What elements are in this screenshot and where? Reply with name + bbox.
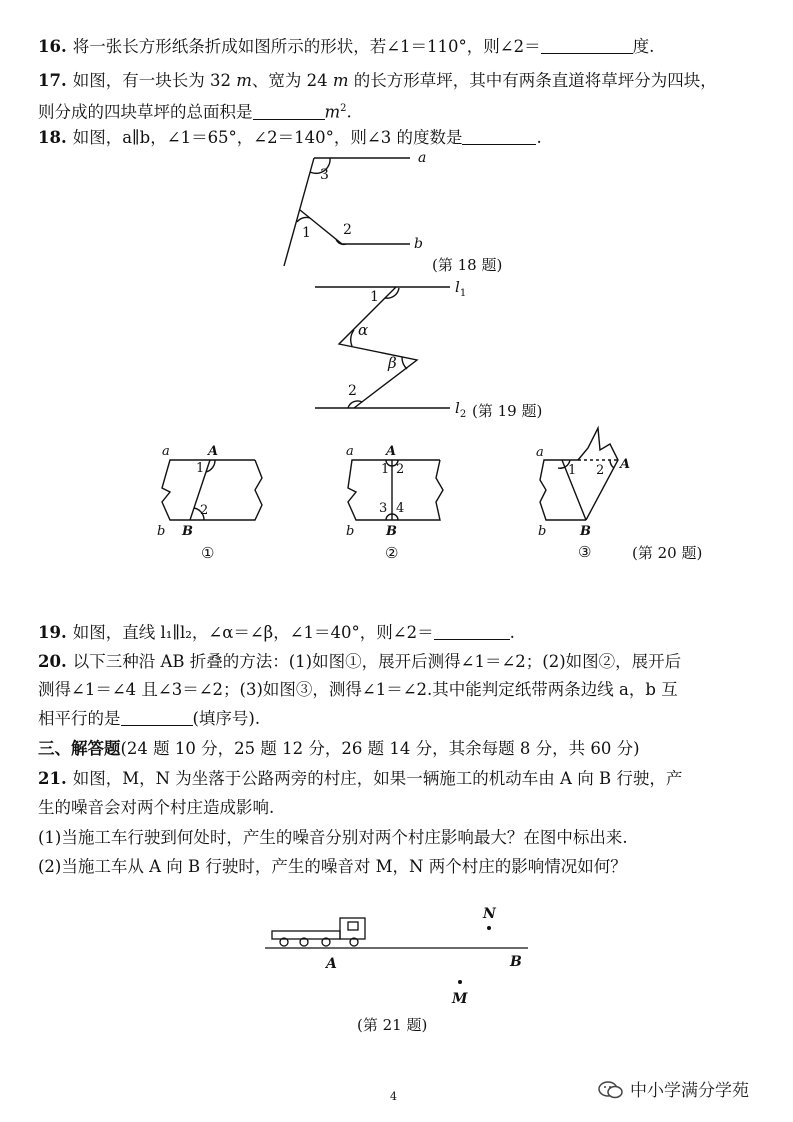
question-text: 相平行的是 — [38, 709, 121, 728]
angle-2-label: 2 — [343, 222, 352, 238]
watermark-text: 中小学满分学苑 — [630, 1081, 749, 1101]
question-17-line2 — [38, 98, 758, 124]
question-21 — [38, 768, 758, 790]
label-A: A — [620, 457, 631, 472]
label-a: a — [418, 150, 427, 166]
question-text-end: (填序号). — [192, 709, 261, 728]
figure-18-caption: (第 18 题) — [432, 256, 503, 274]
question-number: 16. — [38, 37, 67, 56]
paper-strip-left — [540, 460, 586, 520]
watermark — [598, 1076, 749, 1101]
village-N-point — [487, 926, 491, 930]
figure-20-3 — [530, 420, 640, 565]
angle-1-label: 1 — [196, 461, 205, 476]
figure-20-1 — [150, 440, 270, 565]
answer-blank — [462, 128, 536, 145]
page-number: 4 — [390, 1090, 397, 1103]
section-detail: (24 题 10 分，25 题 12 分，26 题 14 分，其余每题 8 分，共 60 分) — [120, 739, 640, 758]
question-20-line2: 测得∠1＝∠4 且∠3＝∠2；(3)如图③，测得∠1＝∠2.其中能判定纸带两条边线 a，b 互 — [38, 680, 678, 699]
transversal — [284, 158, 314, 266]
sub-figure-2-label: ② — [385, 544, 399, 562]
label-A: A — [208, 444, 219, 459]
label-B: B — [510, 954, 522, 970]
question-number: 21. — [38, 769, 67, 788]
figure-20-2 — [340, 440, 460, 565]
alpha-label: α — [358, 321, 369, 339]
unit: m — [324, 102, 341, 122]
label-l1: $l_1$ — [455, 278, 467, 299]
question-21-part1: (1)当施工车行驶到何处时，产生的噪音分别对两个村庄影响最大？在图中标出来. — [38, 828, 628, 847]
label-a: a — [162, 444, 170, 459]
angle-1-label: 1 — [568, 463, 577, 478]
truck-icon — [272, 918, 365, 946]
figure-21-caption: (第 21 题) — [357, 1016, 428, 1034]
label-b: b — [538, 524, 547, 539]
figure-20-caption: (第 20 题) — [632, 544, 703, 562]
question-text: 如图，直线 l₁∥l₂，∠α＝∠β，∠1＝40°，则∠2＝ — [72, 623, 434, 642]
angle-4-label: 4 — [396, 501, 405, 516]
question-number: 17. — [38, 71, 67, 90]
figure-18 — [270, 148, 440, 273]
question-text: 如图，a∥b，∠1＝65°，∠2＝140°，则∠3 的度数是 — [72, 128, 463, 147]
label-A: A — [326, 956, 337, 972]
question-21-line2: 生的噪音会对两个村庄造成影响. — [38, 798, 275, 817]
question-18 — [38, 127, 758, 149]
question-20 — [38, 651, 758, 673]
beta-label: β — [388, 354, 397, 372]
answer-blank — [541, 37, 633, 54]
question-text-end: . — [346, 102, 352, 122]
angle-1-label: 1 — [381, 462, 390, 477]
question-number: 19. — [38, 623, 67, 642]
answer-blank — [253, 103, 325, 120]
label-B: B — [386, 524, 397, 539]
angle-3-label: 3 — [379, 501, 388, 516]
angle-2-label: 2 — [396, 462, 405, 477]
angle-1-label: 1 — [302, 225, 311, 241]
question-text: 则分成的四块草坪的总面积是 — [38, 102, 253, 122]
sub-figure-1-label: ① — [201, 544, 215, 562]
label-M: M — [452, 991, 468, 1007]
question-text: 以下三种沿 AB 折叠的方法：(1)如图①，展开后测得∠1＝∠2；(2)如图②，展开后 — [72, 652, 682, 671]
unit: m — [236, 71, 252, 90]
question-16 — [38, 36, 758, 58]
angle2-arc — [610, 460, 614, 468]
angle-2-label: 2 — [348, 383, 357, 399]
label-a: a — [346, 444, 354, 459]
label-b: b — [157, 524, 166, 539]
label-a: a — [536, 445, 544, 460]
label-B: B — [182, 524, 193, 539]
question-text-end: . — [509, 623, 515, 642]
figure-21 — [260, 900, 535, 1012]
label-N: N — [483, 906, 496, 922]
label-l2: $l_2$ — [455, 399, 467, 420]
label-b: b — [414, 236, 423, 252]
question-20-line3 — [38, 708, 758, 730]
question-text: 将一张长方形纸条折成如图所示的形状，若∠1＝110°，则∠2＝ — [72, 37, 541, 56]
question-21-part2: (2)当施工车从 A 向 B 行驶时，产生的噪音对 M，N 两个村庄的影响情况如何？ — [38, 857, 627, 876]
question-text: 、宽为 24 — [251, 71, 333, 90]
angle-2-label: 2 — [596, 463, 605, 478]
label-A: A — [386, 444, 397, 459]
unit: m — [332, 71, 349, 90]
angle1-arc — [297, 217, 310, 222]
section-3-heading — [38, 738, 758, 760]
question-number: 18. — [38, 128, 67, 147]
label-b: b — [346, 524, 355, 539]
sub-figure-3-label: ③ — [578, 543, 592, 561]
bent-line-b — [300, 210, 410, 244]
angle-1-label: 1 — [370, 289, 379, 305]
question-number: 20. — [38, 652, 67, 671]
village-M-point — [458, 980, 462, 984]
question-19 — [38, 622, 758, 644]
beta-arc — [402, 357, 407, 369]
angle-3-label: 3 — [320, 167, 329, 183]
answer-blank — [121, 709, 193, 726]
answer-blank — [434, 623, 510, 640]
question-text-end: . — [536, 128, 542, 147]
angle-2-label: 2 — [200, 503, 209, 518]
question-text: 如图，有一块长为 32 — [72, 71, 237, 90]
wechat-icon — [598, 1080, 624, 1100]
question-text: 如图，M，N 为坐落于公路两旁的村庄，如果一辆施工的机动车由 A 向 B 行驶，产 — [72, 769, 683, 788]
figure-19-caption: (第 19 题) — [472, 402, 543, 420]
question-text: 的长方形草坪，其中有两条直道将草坪分为四块， — [348, 71, 717, 90]
figure-19 — [310, 278, 480, 420]
unit-exponent: 2 — [340, 103, 347, 114]
section-title: 三、解答题 — [38, 739, 121, 758]
question-17 — [38, 70, 758, 92]
question-text-end: 度. — [632, 37, 655, 56]
label-B: B — [580, 524, 591, 539]
